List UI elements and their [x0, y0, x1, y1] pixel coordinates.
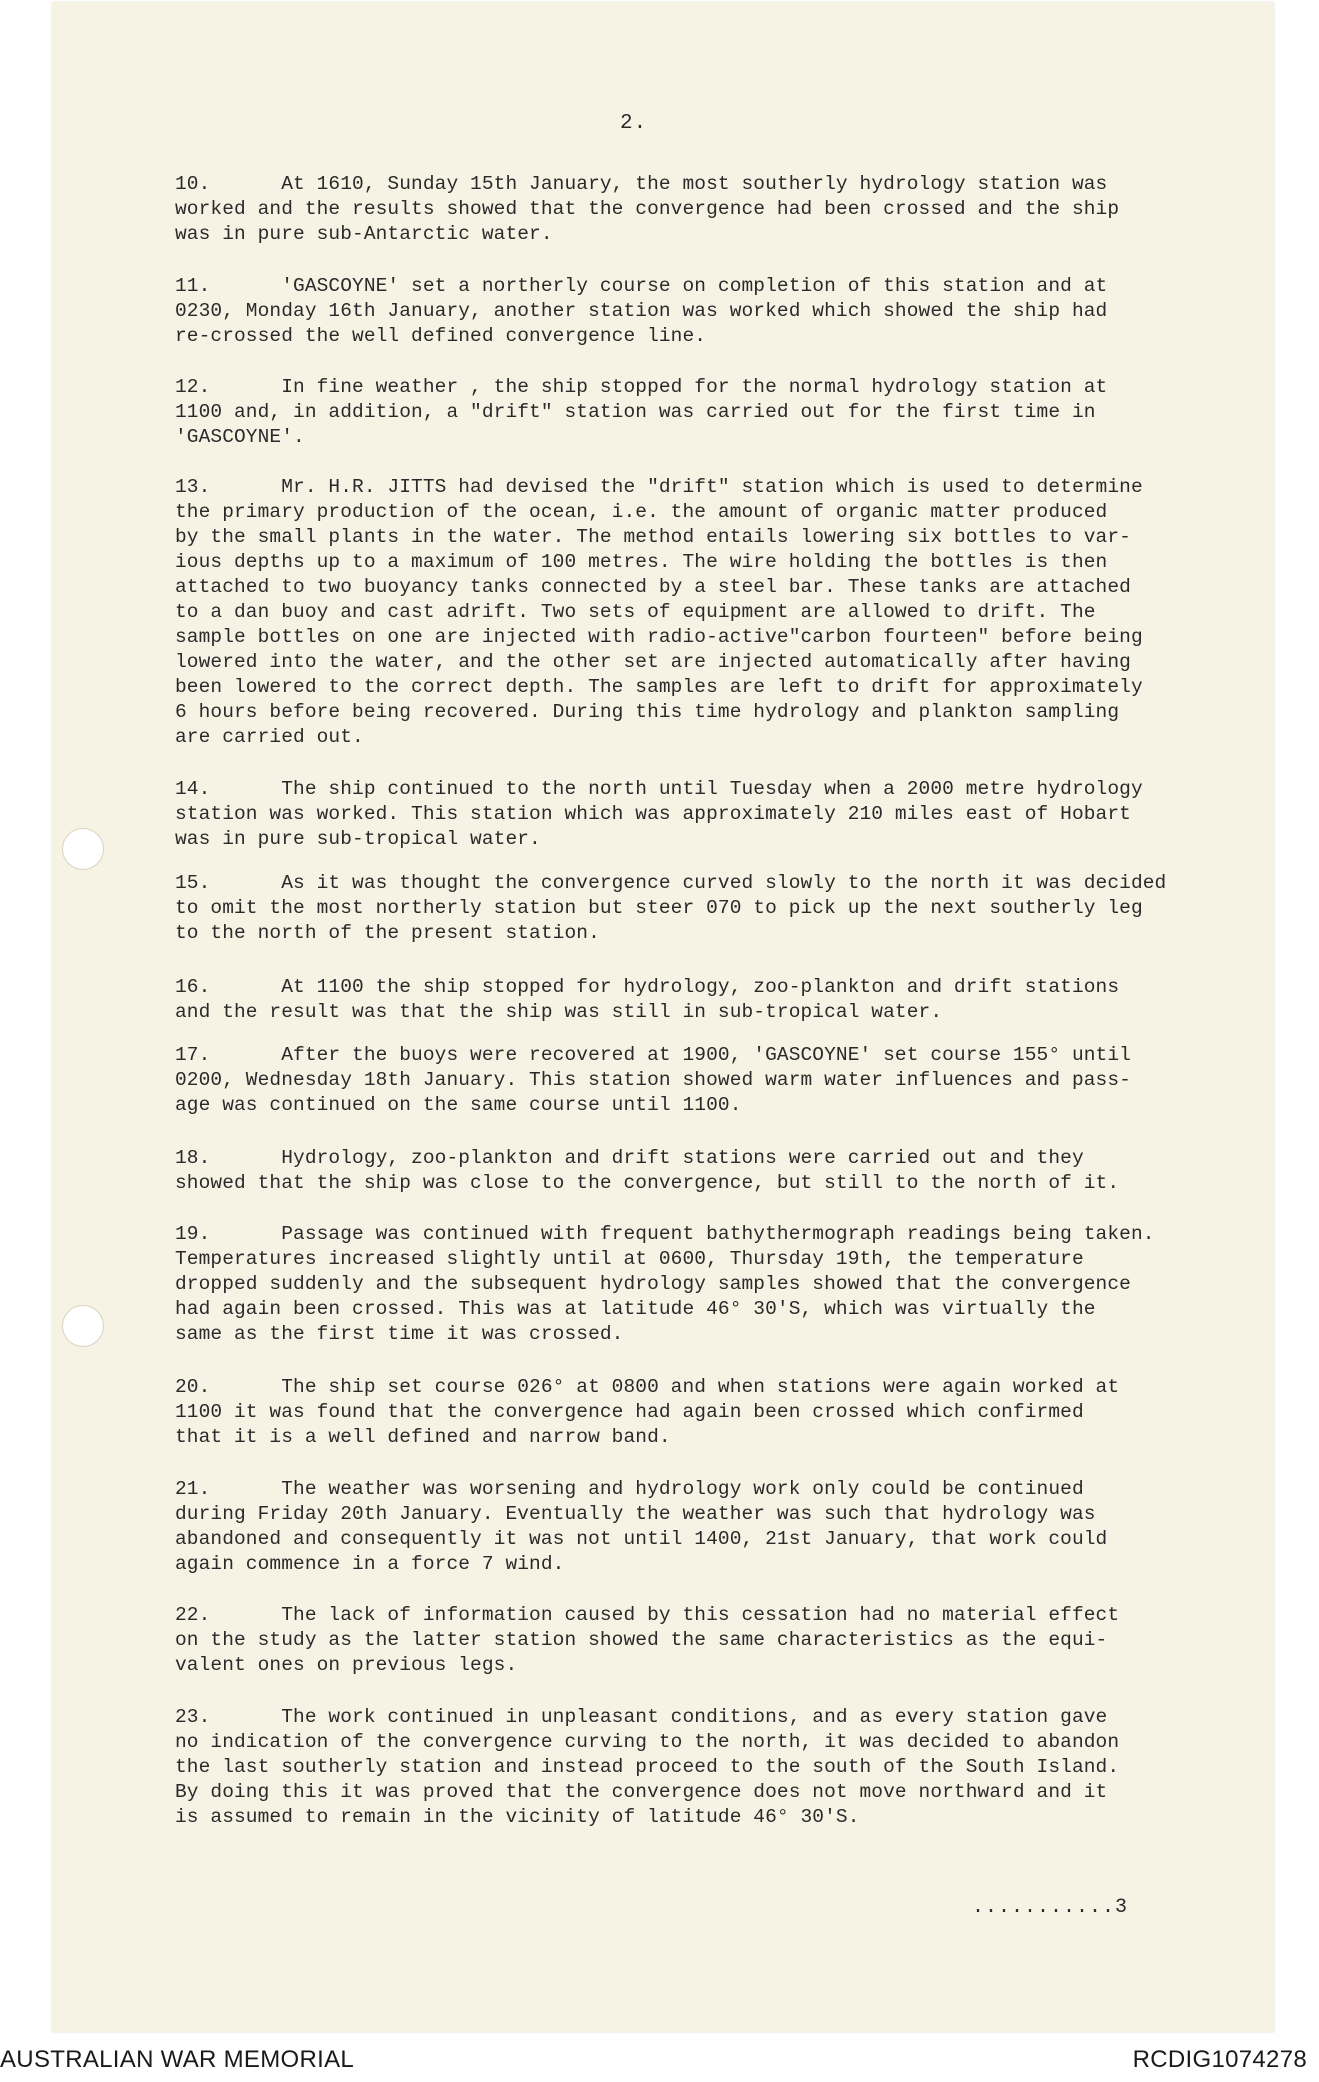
punch-hole-bottom: [62, 1305, 104, 1347]
paragraph-23: [175, 1705, 1215, 1830]
paragraph-text: The weather was worsening and hydrology work only could be continued during Friday 20th January. Eventually the weather was such that hydrology was abandoned and consequently it was not until 1400, 21st January, that work could again commence in a force 7 wind.: [175, 1478, 1108, 1575]
paragraph-19: [175, 1222, 1215, 1347]
paragraph-text: 'GASCOYNE' set a northerly course on completion of this station and at 0230, Monday 16th January, another station was worked which showed the ship had re-crossed the well defined convergence line.: [175, 275, 1108, 347]
paragraph-21: [175, 1477, 1215, 1577]
page-number: 2.: [620, 112, 648, 135]
punch-hole-top: [62, 828, 104, 870]
paragraph-number: 13.: [175, 476, 211, 498]
paragraph-text: Passage was continued with frequent bathythermograph readings being taken. Temperatures increased slightly until at 0600, Thursday 19th, the temperature dropped suddenly and the subsequent hydrology samples showed that the convergence had again been crossed. This was at latitude 46° 30'S, which was virtually the same as the first time it was crossed.: [175, 1223, 1155, 1345]
paragraph-17: [175, 1043, 1215, 1118]
paragraph-10: [175, 172, 1215, 247]
paragraph-14: [175, 777, 1215, 852]
paragraph-16: [175, 975, 1215, 1025]
paragraph-number: 18.: [175, 1147, 211, 1169]
paragraph-11: [175, 274, 1215, 349]
paragraph-text: The work continued in unpleasant conditions, and as every station gave no indication of the convergence curving to the north, it was decided to abandon the last southerly station and instead proceed to the south of the South Island. By doing this it was proved that the convergence does not move northward and it is assumed to remain in the vicinity of latitude 46° 30'S.: [175, 1706, 1120, 1828]
paragraph-18: [175, 1146, 1215, 1196]
paragraph-13: [175, 475, 1215, 750]
paragraph-text: At 1100 the ship stopped for hydrology, zoo-plankton and drift stations and the result was that the ship was still in sub-tropical water.: [175, 976, 1120, 1023]
paragraph-20: [175, 1375, 1215, 1450]
paragraph-text: In fine weather , the ship stopped for the normal hydrology station at 1100 and, in addition, a "drift" station was carried out for the first time in 'GASCOYNE'.: [175, 376, 1108, 448]
paragraph-number: 19.: [175, 1223, 211, 1245]
footer-record-id: RCDIG1074278: [1132, 2046, 1307, 2073]
paragraph-number: 11.: [175, 275, 211, 297]
paragraph-text: At 1610, Sunday 15th January, the most southerly hydrology station was worked and the results showed that the convergence had been crossed and the ship was in pure sub-Antarctic water.: [175, 173, 1120, 245]
paragraph-number: 17.: [175, 1044, 211, 1066]
paragraph-text: Hydrology, zoo-plankton and drift stations were carried out and they showed that the ship was close to the convergence, but still to the north of it.: [175, 1147, 1120, 1194]
paragraph-number: 15.: [175, 872, 211, 894]
paragraph-text: The ship continued to the north until Tuesday when a 2000 metre hydrology station was worked. This station which was approximately 210 miles east of Hobart was in pure sub-tropical water.: [175, 778, 1143, 850]
paragraph-number: 14.: [175, 778, 211, 800]
paragraph-number: 21.: [175, 1478, 211, 1500]
paragraph-text: Mr. H.R. JITTS had devised the "drift" station which is used to determine the primary production of the ocean, i.e. the amount of organic matter produced by the small plants in the water. The method entails lowering six bottles to var- ious depths up to a maximum of 100 metres. The wire holding the bottles is then attached to two buoyancy tanks connected by a steel bar. These tanks are attached to a dan buoy and cast adrift. Two sets of equipment are allowed to drift. The sample bottles on one are injected with radio-active"carbon fourteen" before being lowered into the water, and the other set are injected automatically after having been lowered to the correct depth. The samples are left to drift for approximately 6 hours before being recovered. During this time hydrology and plankton sampling are carried out.: [175, 476, 1143, 748]
paragraph-number: 12.: [175, 376, 211, 398]
paragraph-text: As it was thought the convergence curved slowly to the north it was decided to omit the most northerly station but steer 070 to pick up the next southerly leg to the north of the present station.: [175, 872, 1167, 944]
paragraph-number: 10.: [175, 173, 211, 195]
paragraph-22: [175, 1603, 1215, 1678]
continuation-marker: ...........3: [972, 1896, 1129, 1919]
paragraph-number: 16.: [175, 976, 211, 998]
paragraph-number: 22.: [175, 1604, 211, 1626]
paragraph-12: [175, 375, 1215, 450]
paragraph-text: The ship set course 026° at 0800 and when stations were again worked at 1100 it was found that the convergence had again been crossed which confirmed that it is a well defined and narrow band.: [175, 1376, 1120, 1448]
paragraph-text: After the buoys were recovered at 1900, 'GASCOYNE' set course 155° until 0200, Wednesday 18th January. This station showed warm water influences and pass- age was continued on the same course until 1100.: [175, 1044, 1131, 1116]
paragraph-15: [175, 871, 1215, 946]
footer-institution: AUSTRALIAN WAR MEMORIAL: [0, 2046, 355, 2073]
paragraph-text: The lack of information caused by this cessation had no material effect on the study as the latter station showed the same characteristics as the equi- valent ones on previous legs.: [175, 1604, 1120, 1676]
paragraph-number: 20.: [175, 1376, 211, 1398]
paragraph-number: 23.: [175, 1706, 211, 1728]
